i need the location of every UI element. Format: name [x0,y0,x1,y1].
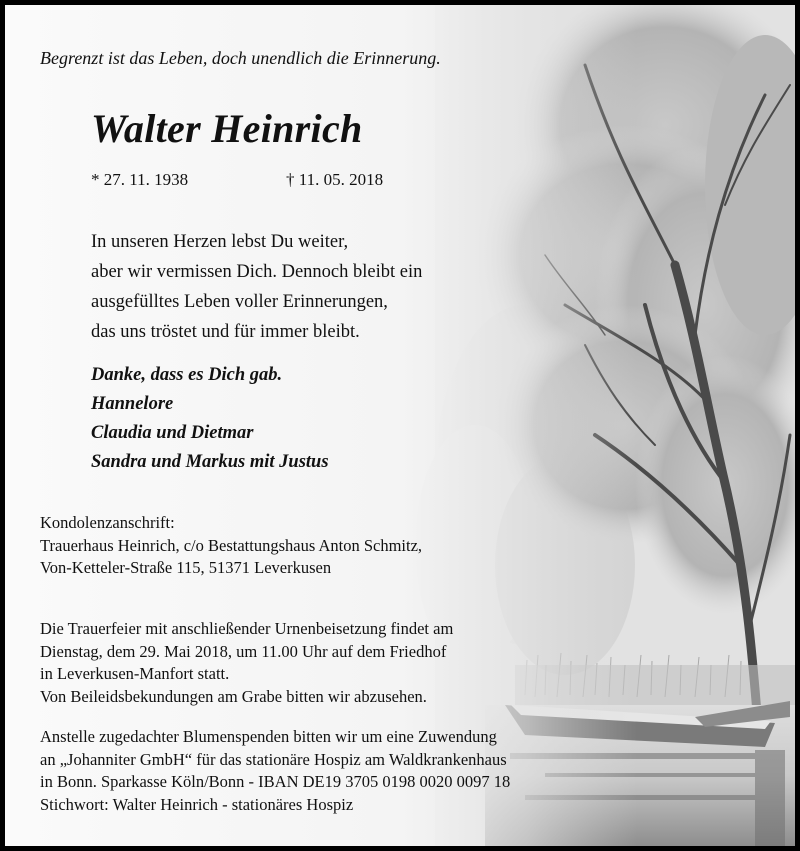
birth-date: * 27. 11. 1938 [91,170,189,189]
condolence-address [40,512,422,580]
donation-line: Anstelle zugedachter Blumenspenden bitten wir um eine Zuwendung [40,727,497,746]
funeral-line: Dienstag, dem 29. Mai 2018, um 11.00 Uhr auf dem Friedhof [40,641,447,661]
funeral-line: Die Trauerfeier mit anschließender Urnenbeisetzung findet am [40,619,454,638]
donation-line: in Bonn. Sparkasse Köln/Bonn - IBAN DE19 3705 0198 0020 0097 18 [40,772,511,791]
poem-line: das uns tröstet und für immer bleibt. [91,322,360,342]
funeral-line: in Leverkusen-Manfort statt. [40,664,230,683]
family-line: Danke, dass es Dich gab. [91,365,283,385]
family-line: Claudia und Dietmar [91,423,254,443]
poem-line: ausgefülltes Leben voller Erinnerungen, [91,292,388,312]
family-signatures [91,361,329,477]
funeral-info [40,618,453,708]
funeral-line: Von Beileidsbekundungen am Grabe bitten wir abzusehen. [40,686,427,706]
donation-line: an „Johanniter GmbH“ für das stationäre Hospiz am Waldkrankenhaus [40,749,507,769]
poem-line: In unseren Herzen lebst Du weiter, [91,232,349,252]
poem [91,227,422,347]
death-date: † 11. 05. 2018 [286,170,384,189]
condolence-line: Trauerhaus Heinrich, c/o Bestattungshaus Anton Schmitz, [40,535,423,555]
poem-line: aber wir vermissen Dich. Dennoch bleibt ein [91,262,423,282]
deceased-name: Walter Heinrich [91,106,363,151]
donation-info [40,726,510,816]
motto: Begrenzt ist das Leben, doch unendlich die Erinnerung. [40,48,441,68]
family-line: Hannelore [91,394,174,414]
donation-line: Stichwort: Walter Heinrich - stationäres Hospiz [40,794,354,814]
condolence-line: Kondolenzanschrift: [40,513,175,532]
family-line: Sandra und Markus mit Justus [91,452,329,472]
condolence-line: Von-Ketteler-Straße 115, 51371 Leverkusen [40,558,332,577]
